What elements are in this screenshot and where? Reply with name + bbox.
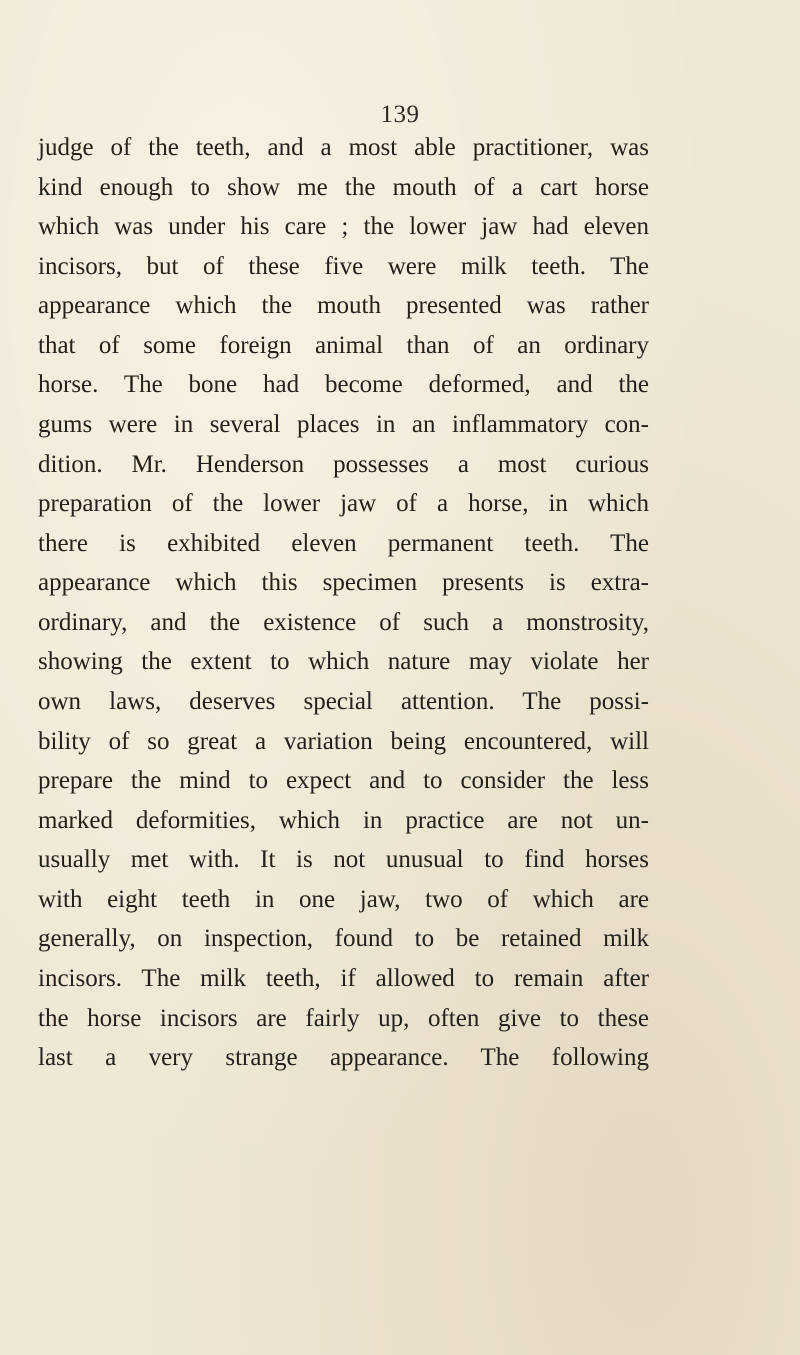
book-page: 139 judge of the teeth, and a most able practitioner, was kind enough to show me the mouth of a cart horse which was under his care ; the lower jaw had eleven incisors, but of these five were milk teeth. The appearance which the mouth presented was rather that of some foreign animal than of an ordinary horse. The bone had become deformed, and the gums were in several places in an inflammatory con- dition. Mr. Henderson possesses a most curious preparation of the lower jaw of a horse, in which there is exhibited eleven permanent teeth. The appearance which this specimen presents is extra- ordinary, and the existence of such a monstrosity, showing the extent to which nature may violate her own laws, deserves special attention. The possi- bility of so great a variation being encountered, will prepare the mind to expect and to consider the less marked deformities, which in practice are not un- usually met with. It is not unusual to find horses with eight teeth in one jaw, two of which are generally, on inspection, found to be retained milk incisors. The milk teeth, if allowed to remain after the horse incisors are fairly up, often give to these last a very strange appearance. The following (0, 0, 800, 1355)
page-number: 139 (380, 101, 420, 128)
